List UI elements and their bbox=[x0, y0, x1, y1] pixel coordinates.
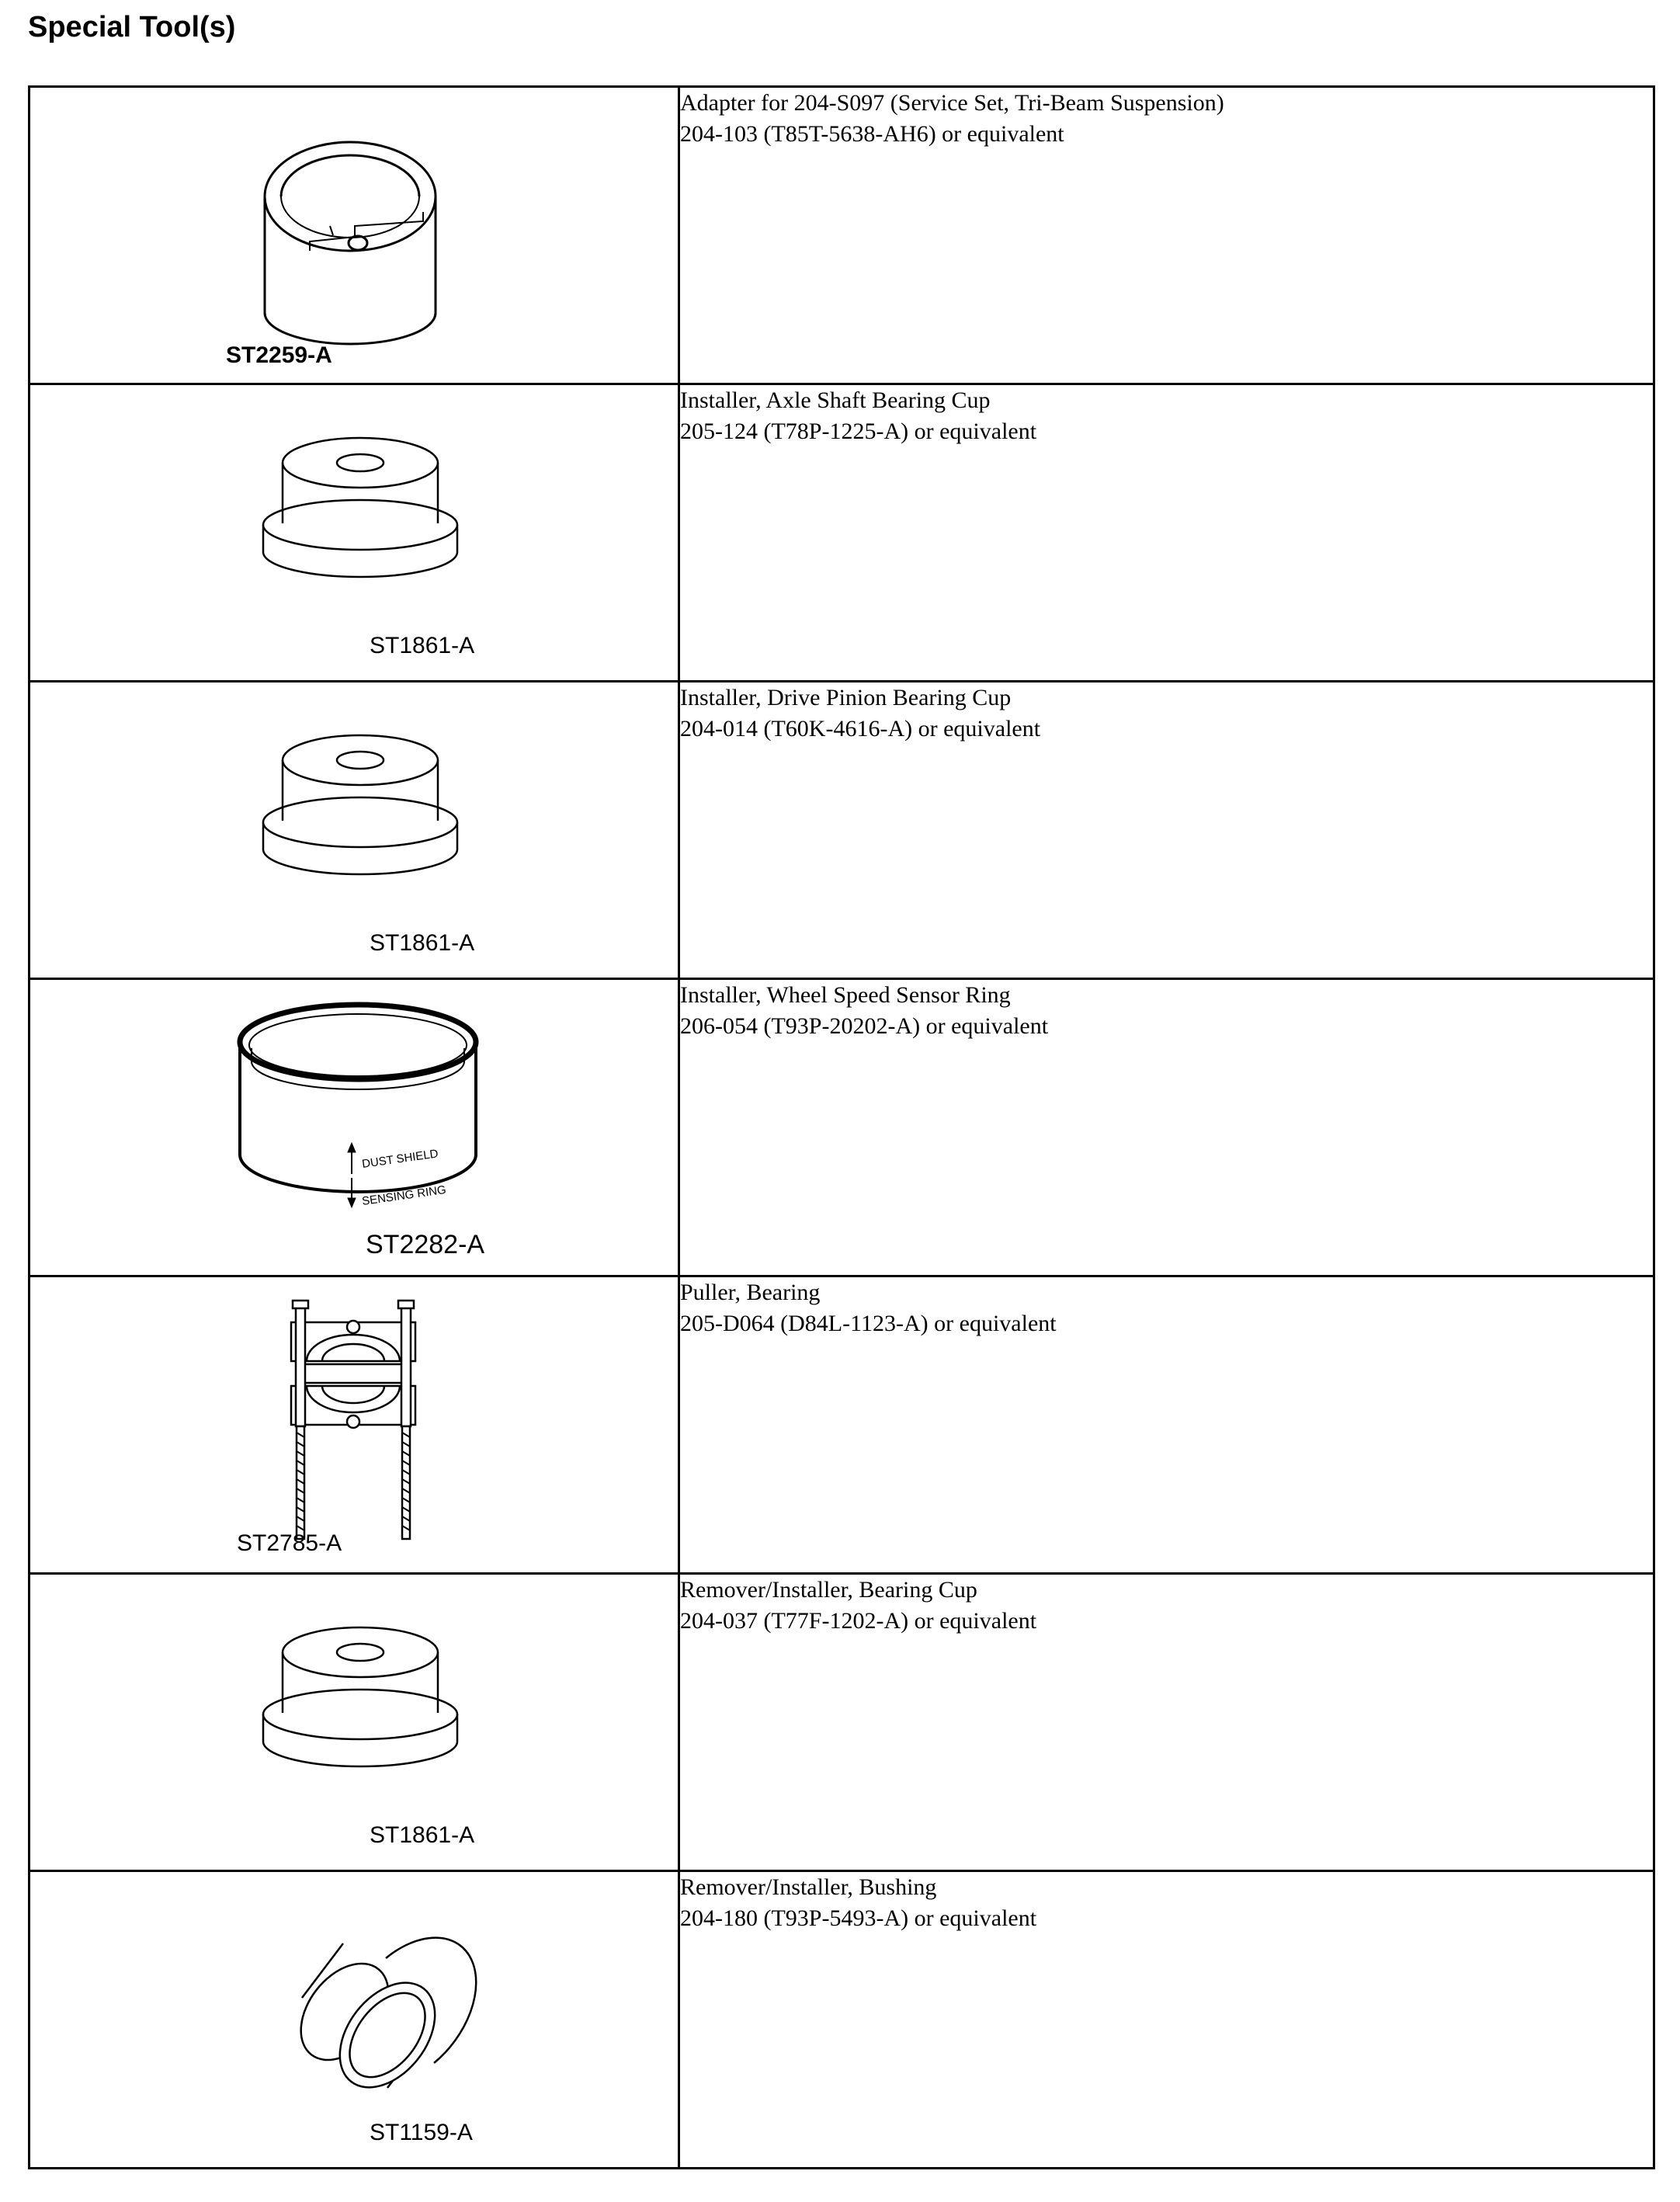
bearing-cup-installer-illustration bbox=[30, 385, 678, 680]
tool-part-number: 204-014 (T60K-4616-A) or equivalent bbox=[680, 716, 1041, 742]
bushing-tool-illustration bbox=[30, 1872, 678, 2167]
table-row bbox=[30, 979, 1654, 1276]
tool-caption: ST1861-A bbox=[370, 633, 475, 658]
tool-description-cell bbox=[679, 1276, 1654, 1574]
tool-name: Puller, Bearing bbox=[680, 1280, 821, 1305]
tool-illustration-cell bbox=[30, 1871, 679, 2169]
tool-name: Installer, Axle Shaft Bearing Cup bbox=[680, 387, 991, 413]
tool-illustration-cell bbox=[30, 87, 679, 384]
tool-description-cell bbox=[679, 87, 1654, 384]
tool-name: Installer, Wheel Speed Sensor Ring bbox=[680, 982, 1011, 1008]
tool-illustration-cell bbox=[30, 1574, 679, 1871]
dust-shield-label: DUST SHIELD bbox=[361, 1147, 439, 1171]
table-row bbox=[30, 384, 1654, 682]
tool-part-number: 204-037 (T77F-1202-A) or equivalent bbox=[680, 1608, 1037, 1634]
tool-description-cell bbox=[679, 682, 1654, 979]
tool-part-number: 204-180 (T93P-5493-A) or equivalent bbox=[680, 1905, 1037, 1931]
adapter-cup-illustration bbox=[30, 88, 678, 383]
tool-description-cell bbox=[679, 979, 1654, 1276]
page-title: Special Tool(s) bbox=[28, 11, 236, 43]
bearing-puller-illustration bbox=[30, 1277, 678, 1572]
table-row bbox=[30, 1871, 1654, 2169]
bearing-cup-installer-illustration bbox=[30, 682, 678, 978]
special-tools-table bbox=[28, 85, 1655, 2169]
tool-name: Installer, Drive Pinion Bearing Cup bbox=[680, 685, 1012, 710]
tool-caption: ST2282-A bbox=[366, 1230, 485, 1259]
tool-name: Adapter for 204-S097 (Service Set, Tri-Beam Suspension) bbox=[680, 90, 1224, 116]
tool-caption: ST1861-A bbox=[370, 930, 475, 956]
tool-caption: ST1861-A bbox=[370, 1822, 475, 1848]
tool-part-number: 205-D064 (D84L-1123-A) or equivalent bbox=[680, 1311, 1057, 1336]
tool-illustration-cell bbox=[30, 979, 679, 1276]
table-row bbox=[30, 1276, 1654, 1574]
table-row bbox=[30, 682, 1654, 979]
tool-illustration-cell bbox=[30, 1276, 679, 1574]
tool-part-number: 205-124 (T78P-1225-A) or equivalent bbox=[680, 419, 1037, 444]
sensor-ring-installer-illustration bbox=[30, 980, 678, 1275]
table-row bbox=[30, 1574, 1654, 1871]
tool-description-cell bbox=[679, 384, 1654, 682]
sensing-ring-label: SENSING RING bbox=[361, 1183, 447, 1208]
tool-caption: ST1159-A bbox=[370, 2120, 473, 2145]
tool-description-cell bbox=[679, 1574, 1654, 1871]
tool-illustration-cell bbox=[30, 384, 679, 682]
tool-name: Remover/Installer, Bearing Cup bbox=[680, 1577, 977, 1603]
tool-illustration-cell bbox=[30, 682, 679, 979]
table-row bbox=[30, 87, 1654, 384]
bearing-cup-installer-illustration bbox=[30, 1575, 678, 1870]
tool-part-number: 204-103 (T85T-5638-AH6) or equivalent bbox=[680, 121, 1064, 147]
tool-description-cell bbox=[679, 1871, 1654, 2169]
tool-part-number: 206-054 (T93P-20202-A) or equivalent bbox=[680, 1013, 1049, 1039]
tool-name: Remover/Installer, Bushing bbox=[680, 1874, 937, 1900]
tool-caption: ST2259-A bbox=[226, 342, 332, 368]
tool-caption: ST2785-A bbox=[237, 1530, 342, 1556]
